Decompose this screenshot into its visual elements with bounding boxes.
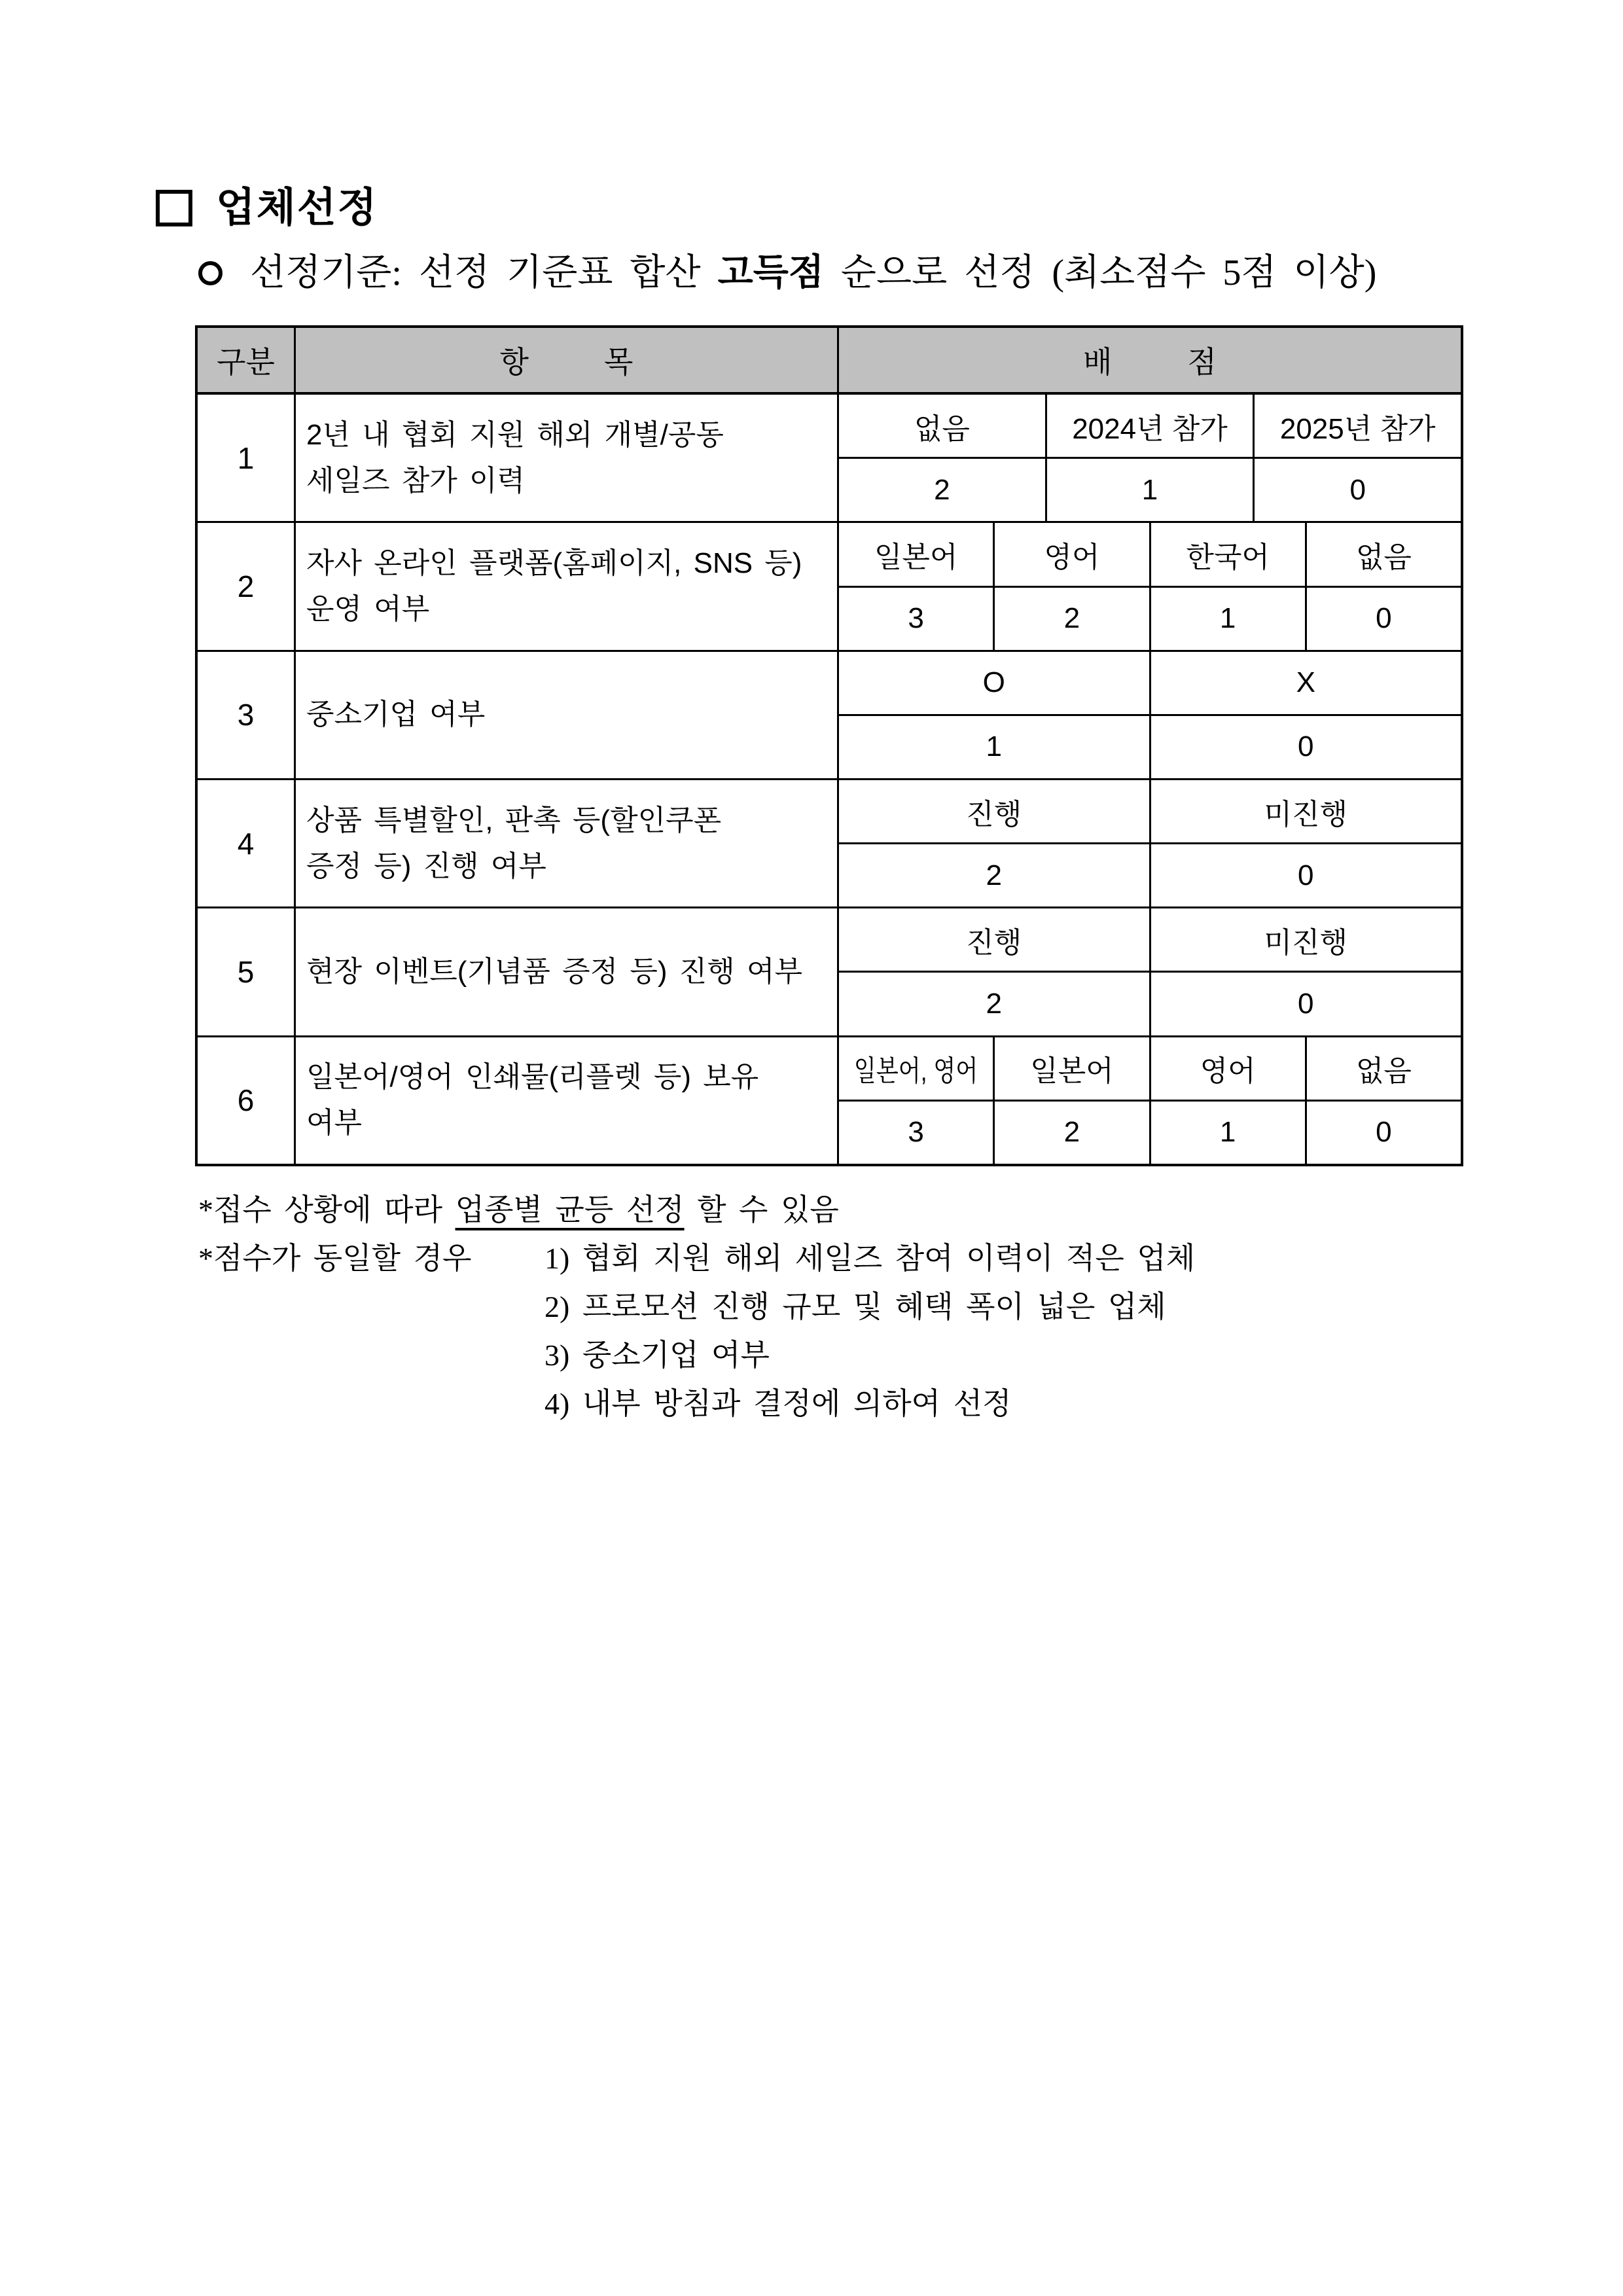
score-option-label: 없음	[1305, 1037, 1461, 1100]
row-number: 3	[198, 652, 296, 778]
tiebreaker-item: 1) 협회 지원 해외 세일즈 참여 이력이 적은 업체	[544, 1242, 1196, 1275]
score-option-label-condensed: 일본어, 영어	[853, 1055, 978, 1088]
score-option-label: 영어	[1149, 1037, 1305, 1100]
score-option-value: 0	[1149, 973, 1461, 1035]
points-values	[839, 1102, 1461, 1164]
score-option-label: O	[982, 666, 1005, 699]
points-labels	[839, 1037, 1461, 1102]
row-number: 4	[198, 780, 296, 906]
score-option-value: 1	[1149, 588, 1305, 650]
score-option-label: 진행	[966, 798, 1022, 831]
section-title	[156, 185, 378, 232]
score-option-value: 2	[993, 588, 1149, 650]
score-option-value: 0	[1149, 844, 1461, 906]
criteria-prefix: 선정기준: 선정 기준표 합산	[250, 253, 718, 293]
score-option-label: 영어	[993, 523, 1149, 585]
header-points: 배 점	[1083, 345, 1217, 379]
points-area	[839, 523, 1461, 649]
item-text	[296, 395, 839, 521]
score-option-label: 미진행	[1149, 908, 1461, 971]
points-area	[839, 908, 1461, 1035]
item-line: 2년 내 협회 지원 해외 개별/공동	[306, 418, 724, 451]
score-option-value: 1	[1045, 459, 1253, 521]
score-option-label: X	[1149, 652, 1461, 714]
item-line: 상품 특별할인, 판촉 등(할인쿠폰	[306, 804, 722, 836]
row-number: 2	[198, 523, 296, 649]
criteria-table	[195, 325, 1463, 1166]
table-row	[198, 906, 1461, 1035]
header-category: 구분	[198, 328, 296, 392]
score-option-value: 1	[1149, 1102, 1305, 1164]
table-row	[198, 395, 1461, 521]
row-number: 5	[198, 908, 296, 1035]
points-values	[839, 588, 1461, 650]
row-number: 6	[198, 1037, 296, 1164]
item-line: 여부	[306, 1107, 363, 1139]
points-area	[839, 780, 1461, 906]
footnote-tiebreaker	[198, 1234, 1481, 1283]
score-option-value: 0	[1149, 716, 1461, 778]
item-line: 세일즈 참가 이력	[306, 464, 525, 497]
points-labels	[839, 780, 1461, 844]
points-labels	[839, 395, 1461, 459]
score-option-label: 2025년 참가	[1253, 395, 1461, 457]
score-option-label: 미진행	[1149, 780, 1461, 842]
criteria-bold-term: 고득점	[717, 253, 824, 293]
points-area	[839, 1037, 1461, 1164]
circle-bullet-icon	[198, 261, 223, 285]
tiebreaker-item: 4) 내부 방침과 결정에 의하여 선정	[544, 1387, 1012, 1420]
item-line: 일본어/영어 인쇄물(리플렛 등) 보유	[306, 1061, 759, 1094]
item-text	[296, 652, 839, 778]
footnote1-suffix: 할 수 있음	[684, 1193, 839, 1227]
score-option-value: 0	[1305, 588, 1461, 650]
score-option-label: 진행	[966, 926, 1022, 959]
score-option-value: 3	[908, 602, 924, 635]
points-labels	[839, 523, 1461, 587]
score-option-label	[839, 1037, 993, 1100]
item-text	[296, 908, 839, 1035]
tiebreaker-item: 2) 프로모션 진행 규모 및 혜택 폭이 넓은 업체	[544, 1290, 1166, 1323]
table-row	[198, 778, 1461, 906]
points-labels	[839, 652, 1461, 716]
item-text	[296, 780, 839, 906]
item-line: 현장 이벤트(기념품 증정 등) 진행 여부	[306, 955, 802, 988]
points-values	[839, 459, 1461, 521]
footnote-equal-selection	[198, 1186, 1481, 1234]
score-option-label: 일본어	[993, 1037, 1149, 1100]
section-title-text: 업체선정	[216, 186, 378, 230]
points-labels	[839, 908, 1461, 973]
footnote1-underlined: 업종별 균등 선정	[455, 1193, 685, 1227]
item-text	[296, 523, 839, 649]
points-values	[839, 844, 1461, 906]
score-option-value: 2	[934, 473, 950, 506]
item-line: 운영 여부	[306, 592, 430, 625]
points-values	[839, 973, 1461, 1035]
points-values	[839, 716, 1461, 778]
table-row	[198, 1035, 1461, 1164]
item-line: 자사 온라인 플랫폼(홈페이지, SNS 등)	[306, 547, 802, 579]
points-area	[839, 652, 1461, 778]
points-area	[839, 395, 1461, 521]
footnotes	[198, 1186, 1481, 1428]
score-option-value: 0	[1253, 459, 1461, 521]
score-option-value: 3	[908, 1116, 924, 1149]
score-option-label: 2024년 참가	[1045, 395, 1253, 457]
score-option-label: 일본어	[874, 541, 958, 573]
item-text	[296, 1037, 839, 1164]
header-item: 항 목	[296, 328, 839, 392]
footnote1-prefix: *접수 상황에 따라	[198, 1193, 455, 1227]
table-row	[198, 521, 1461, 649]
table-row	[198, 650, 1461, 778]
table-header-row	[198, 328, 1461, 395]
score-option-value: 0	[1305, 1102, 1461, 1164]
item-line: 중소기업 여부	[306, 698, 486, 731]
score-option-value: 1	[986, 730, 1002, 763]
score-option-label: 한국어	[1149, 523, 1305, 585]
criteria-suffix: 순으로 선정 (최소점수 5점 이상)	[823, 253, 1377, 293]
score-option-value: 2	[986, 859, 1002, 891]
item-line: 증정 등) 진행 여부	[306, 850, 546, 882]
square-bullet-icon	[156, 190, 192, 226]
score-option-label: 없음	[914, 412, 970, 445]
criteria-text	[250, 251, 1376, 295]
criteria-line	[198, 251, 1376, 295]
tiebreaker-item: 3) 중소기업 여부	[544, 1338, 770, 1372]
row-number: 1	[198, 395, 296, 521]
score-option-value: 2	[986, 988, 1002, 1020]
score-option-value: 2	[993, 1102, 1149, 1164]
score-option-label: 없음	[1305, 523, 1461, 585]
footnote2-label: *점수가 동일할 경우	[198, 1242, 472, 1275]
